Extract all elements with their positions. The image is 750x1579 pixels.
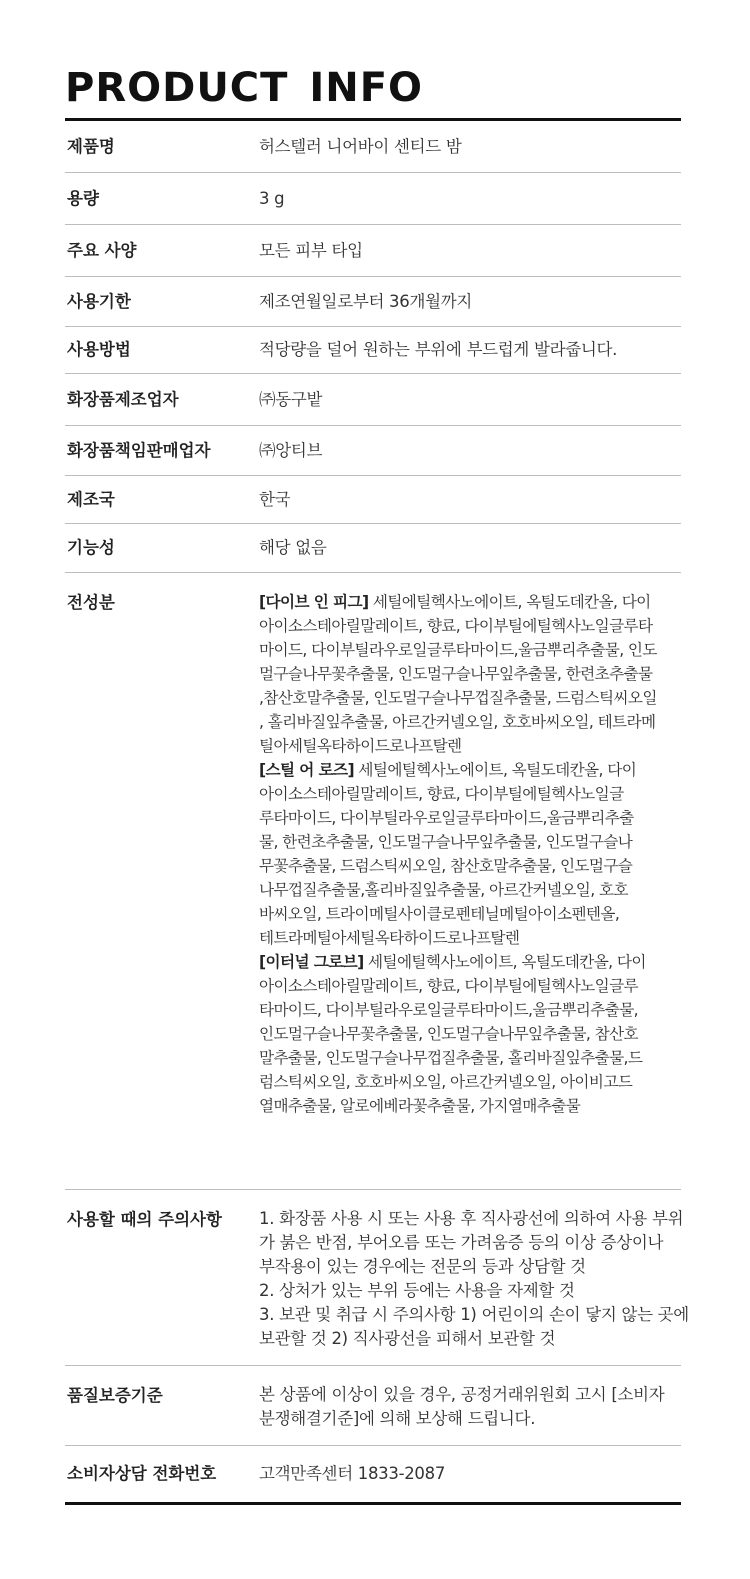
caution-line: 3. 보관 및 취급 시 주의사항 1) 어린이의 손이 닿지 않는 곳에 [259, 1305, 689, 1324]
ingredient-line: 세틸에틸헥사노에이트, 옥틸도데칸올, 다이 [368, 593, 651, 611]
row-value: 적당량을 덜어 원하는 부위에 부드럽게 발라줍니다. [259, 340, 618, 359]
table-row-expiry [65, 277, 681, 327]
table-row-quality [65, 1366, 681, 1446]
row-label: 화장품제조업자 [67, 389, 179, 409]
ingredient-group [259, 950, 683, 1118]
ingredient-line: 나무껍질추출물,홀리바질잎추출물, 아르간커넬오일, 호호 [259, 881, 628, 899]
ingredient-line: 아이소스테아릴말레이트, 향료, 다이부틸에틸헥사노일글루타 [259, 617, 653, 635]
quality-text [259, 1383, 683, 1431]
ingredient-line: , 홀리바질잎추출물, 아르간커넬오일, 호호바씨오일, 테트라메 [259, 713, 656, 731]
table-row-usage [65, 327, 681, 374]
ingredients-list [259, 590, 683, 1118]
caution-line: 2. 상처가 있는 부위 등에는 사용을 자제할 것 [259, 1281, 575, 1300]
ingredient-line: 틸아세틸옥타하이드로나프탈렌 [259, 737, 462, 755]
ingredient-line: 말추출물, 인도멀구슬나무껍질추출물, 홀리바질잎추출물,드 [259, 1049, 643, 1067]
product-info-table [65, 118, 689, 1505]
ingredient-line: 물, 한련초추출물, 인도멀구슬나무잎추출물, 인도멀구슬나 [259, 833, 633, 851]
row-label: 사용기한 [67, 291, 131, 311]
row-value: 해당 없음 [259, 538, 327, 557]
row-label: 사용방법 [67, 340, 131, 359]
row-label: 기능성 [67, 538, 115, 557]
table-row-manufacturer [65, 374, 681, 426]
caution-line: 보관할 것 2) 직사광선을 피해서 보관할 것 [259, 1329, 556, 1348]
row-label: 사용할 때의 주의사항 [67, 1210, 222, 1229]
row-value: 허스텔러 니어바이 센티드 밤 [259, 136, 462, 156]
ingredient-line: ,참산호말추출물, 인도멀구슬나무껍질추출물, 드럼스틱씨오일 [259, 689, 657, 707]
row-label: 주요 사양 [67, 240, 137, 260]
table-row-ingredients [65, 573, 681, 1190]
row-value: 한국 [259, 489, 291, 509]
quality-line: 본 상품에 이상이 있을 경우, 공정거래위원회 고시 [소비자 [259, 1385, 665, 1404]
ingredient-line: 바씨오일, 트라이메틸사이클로펜테닐메틸아이소펜텐올, [259, 905, 620, 923]
caution-line: 부작용이 있는 경우에는 전문의 등과 상담할 것 [259, 1257, 586, 1276]
row-label: 용량 [67, 188, 99, 208]
ingredient-line: 타마이드, 다이부틸라우로일글루타마이드,울금뿌리추출물, [259, 1001, 639, 1019]
ingredient-group [259, 590, 683, 758]
row-label: 품질보증기준 [67, 1386, 163, 1405]
ingredient-line: 아이소스테아릴말레이트, 향료, 다이부틸에틸헥사노일글 [259, 785, 624, 803]
row-label: 소비자상담 전화번호 [67, 1464, 217, 1483]
row-label: 화장품책임판매업자 [67, 440, 211, 460]
ingredient-line: 아이소스테아릴말레이트, 향료, 다이부틸에틸헥사노일글루 [259, 977, 639, 995]
ingredient-line: 마이드, 다이부틸라우로일글루타마이드,울금뿌리추출물, 인도 [259, 641, 657, 659]
row-value: 3 g [259, 188, 285, 208]
row-label: 제조국 [67, 489, 115, 509]
ingredient-line: 열매추출물, 알로에베라꽃추출물, 가지열매추출물 [259, 1097, 581, 1115]
ingredient-line: 인도멀구슬나무꽃추출물, 인도멀구슬나무잎추출물, 참산호 [259, 1025, 639, 1043]
table-row-country [65, 476, 681, 524]
caution-line: 1. 화장품 사용 시 또는 사용 후 직사광선에 의하여 사용 부위 [259, 1209, 684, 1228]
caution-line: 가 붉은 반점, 부어오름 또는 가려움증 등의 이상 증상이나 [259, 1233, 664, 1252]
row-value: ㈜동구밭 [259, 389, 323, 409]
table-row-spec [65, 225, 681, 277]
ingredient-line: 테트라메틸아세틸옥타하이드로나프탈렌 [259, 929, 520, 947]
row-label: 전성분 [67, 593, 115, 612]
ingredient-group [259, 758, 683, 950]
caution-text [259, 1207, 689, 1351]
ingredient-line: 럼스틱씨오일, 호호바씨오일, 아르간커넬오일, 아이비고드 [259, 1073, 633, 1091]
ingredient-line: 세틸에틸헥사노에이트, 옥틸도데칸올, 다이 [363, 953, 646, 971]
row-value: 제조연월일로부터 36개월까지 [259, 291, 473, 311]
ingredient-line: 무꽃추출물, 드럼스틱씨오일, 참산호말추출물, 인도멀구슬 [259, 857, 633, 875]
ingredient-line: 루타마이드, 다이부틸라우로일글루타마이드,울금뿌리추출 [259, 809, 634, 827]
row-value: 고객만족센터 1833-2087 [259, 1464, 446, 1483]
ingredient-line: 멀구슬나무꽃추출물, 인도멀구슬나무잎추출물, 한련초추출물 [259, 665, 653, 683]
table-row-product-name [65, 121, 681, 173]
table-row-volume [65, 173, 681, 225]
table-row-contact [65, 1446, 681, 1502]
row-label: 제품명 [67, 136, 115, 156]
table-row-caution [65, 1190, 689, 1366]
ingredient-line: 세틸에틸헥사노에이트, 옥틸도데칸올, 다이 [354, 761, 637, 779]
ingredient-group-name: [스틸 어 로즈] [259, 761, 355, 779]
table-row-functional [65, 524, 681, 573]
row-value: ㈜앙티브 [259, 440, 323, 460]
page-title: PRODUCT INFO [65, 65, 424, 111]
row-value: 모든 피부 타입 [259, 240, 363, 260]
ingredient-group-name: [다이브 인 피그] [259, 593, 369, 611]
ingredient-group-name: [이터널 그로브] [259, 953, 364, 971]
table-row-distributor [65, 426, 681, 476]
quality-line: 분쟁해결기준]에 의해 보상해 드립니다. [259, 1409, 536, 1428]
